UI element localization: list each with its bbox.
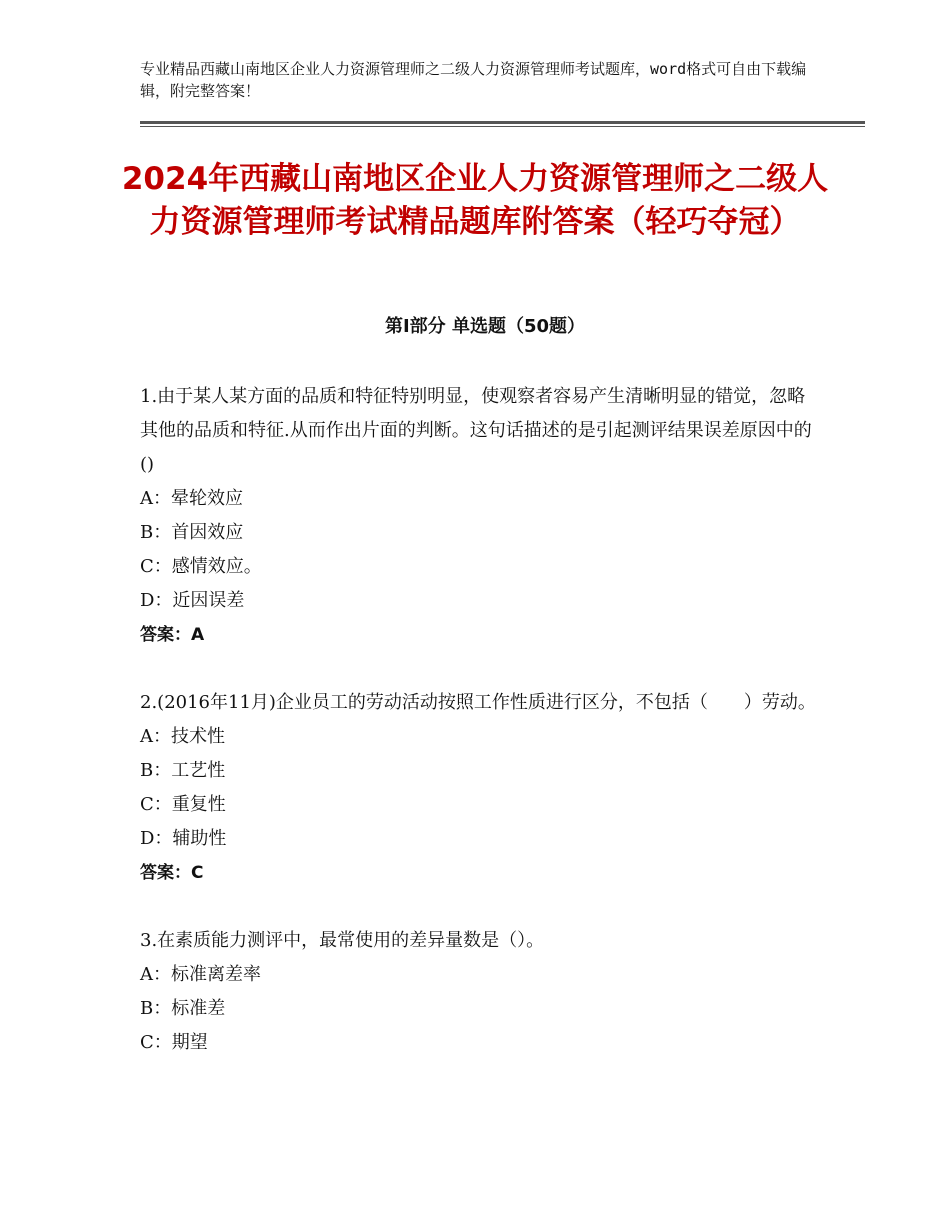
option-b: B：标准差 xyxy=(140,998,226,1019)
header-divider-thick xyxy=(140,121,865,124)
option-d: D：近因误差 xyxy=(140,590,245,611)
section-heading: 第Ⅰ部分 单选题（50题） xyxy=(384,316,585,337)
question-1 xyxy=(140,380,820,652)
option-a: A：技术性 xyxy=(140,726,225,747)
question-2 xyxy=(140,686,820,890)
question-stem: 3.在素质能力测评中，最常使用的差异量数是（）。 xyxy=(140,930,545,951)
header-divider-thin xyxy=(140,126,865,127)
option-a: A：标准离差率 xyxy=(140,964,261,985)
option-c: C：感情效应。 xyxy=(140,556,262,577)
option-b: B：工艺性 xyxy=(140,760,226,781)
option-a: A：晕轮效应 xyxy=(140,488,243,509)
option-c: C：重复性 xyxy=(140,794,226,815)
option-c: C：期望 xyxy=(140,1032,208,1053)
question-3 xyxy=(140,924,820,1060)
document-title: 2024年西藏山南地区企业人力资源管理师之二级人力资源管理师考试精品题库附答案（轻巧夺冠） xyxy=(121,161,829,240)
option-d: D：辅助性 xyxy=(140,828,227,849)
question-stem: 1.由于某人某方面的品质和特征特别明显，使观察者容易产生清晰明显的错觉，忽略其他的品质和特征.从而作出片面的判断。这句话描述的是引起测评结果误差原因中的() xyxy=(140,386,812,475)
answer-label: 答案：C xyxy=(140,863,204,883)
question-stem: 2.(2016年11月)企业员工的劳动活动按照工作性质进行区分，不包括（ ）劳动。 xyxy=(140,692,816,713)
header-note: 专业精品西藏山南地区企业人力资源管理师之二级人力资源管理师考试题库，word格式可自由下载编辑，附完整答案！ xyxy=(140,60,807,100)
option-b: B：首因效应 xyxy=(140,522,244,543)
answer-label: 答案：A xyxy=(140,625,205,645)
question-list xyxy=(140,380,820,1094)
